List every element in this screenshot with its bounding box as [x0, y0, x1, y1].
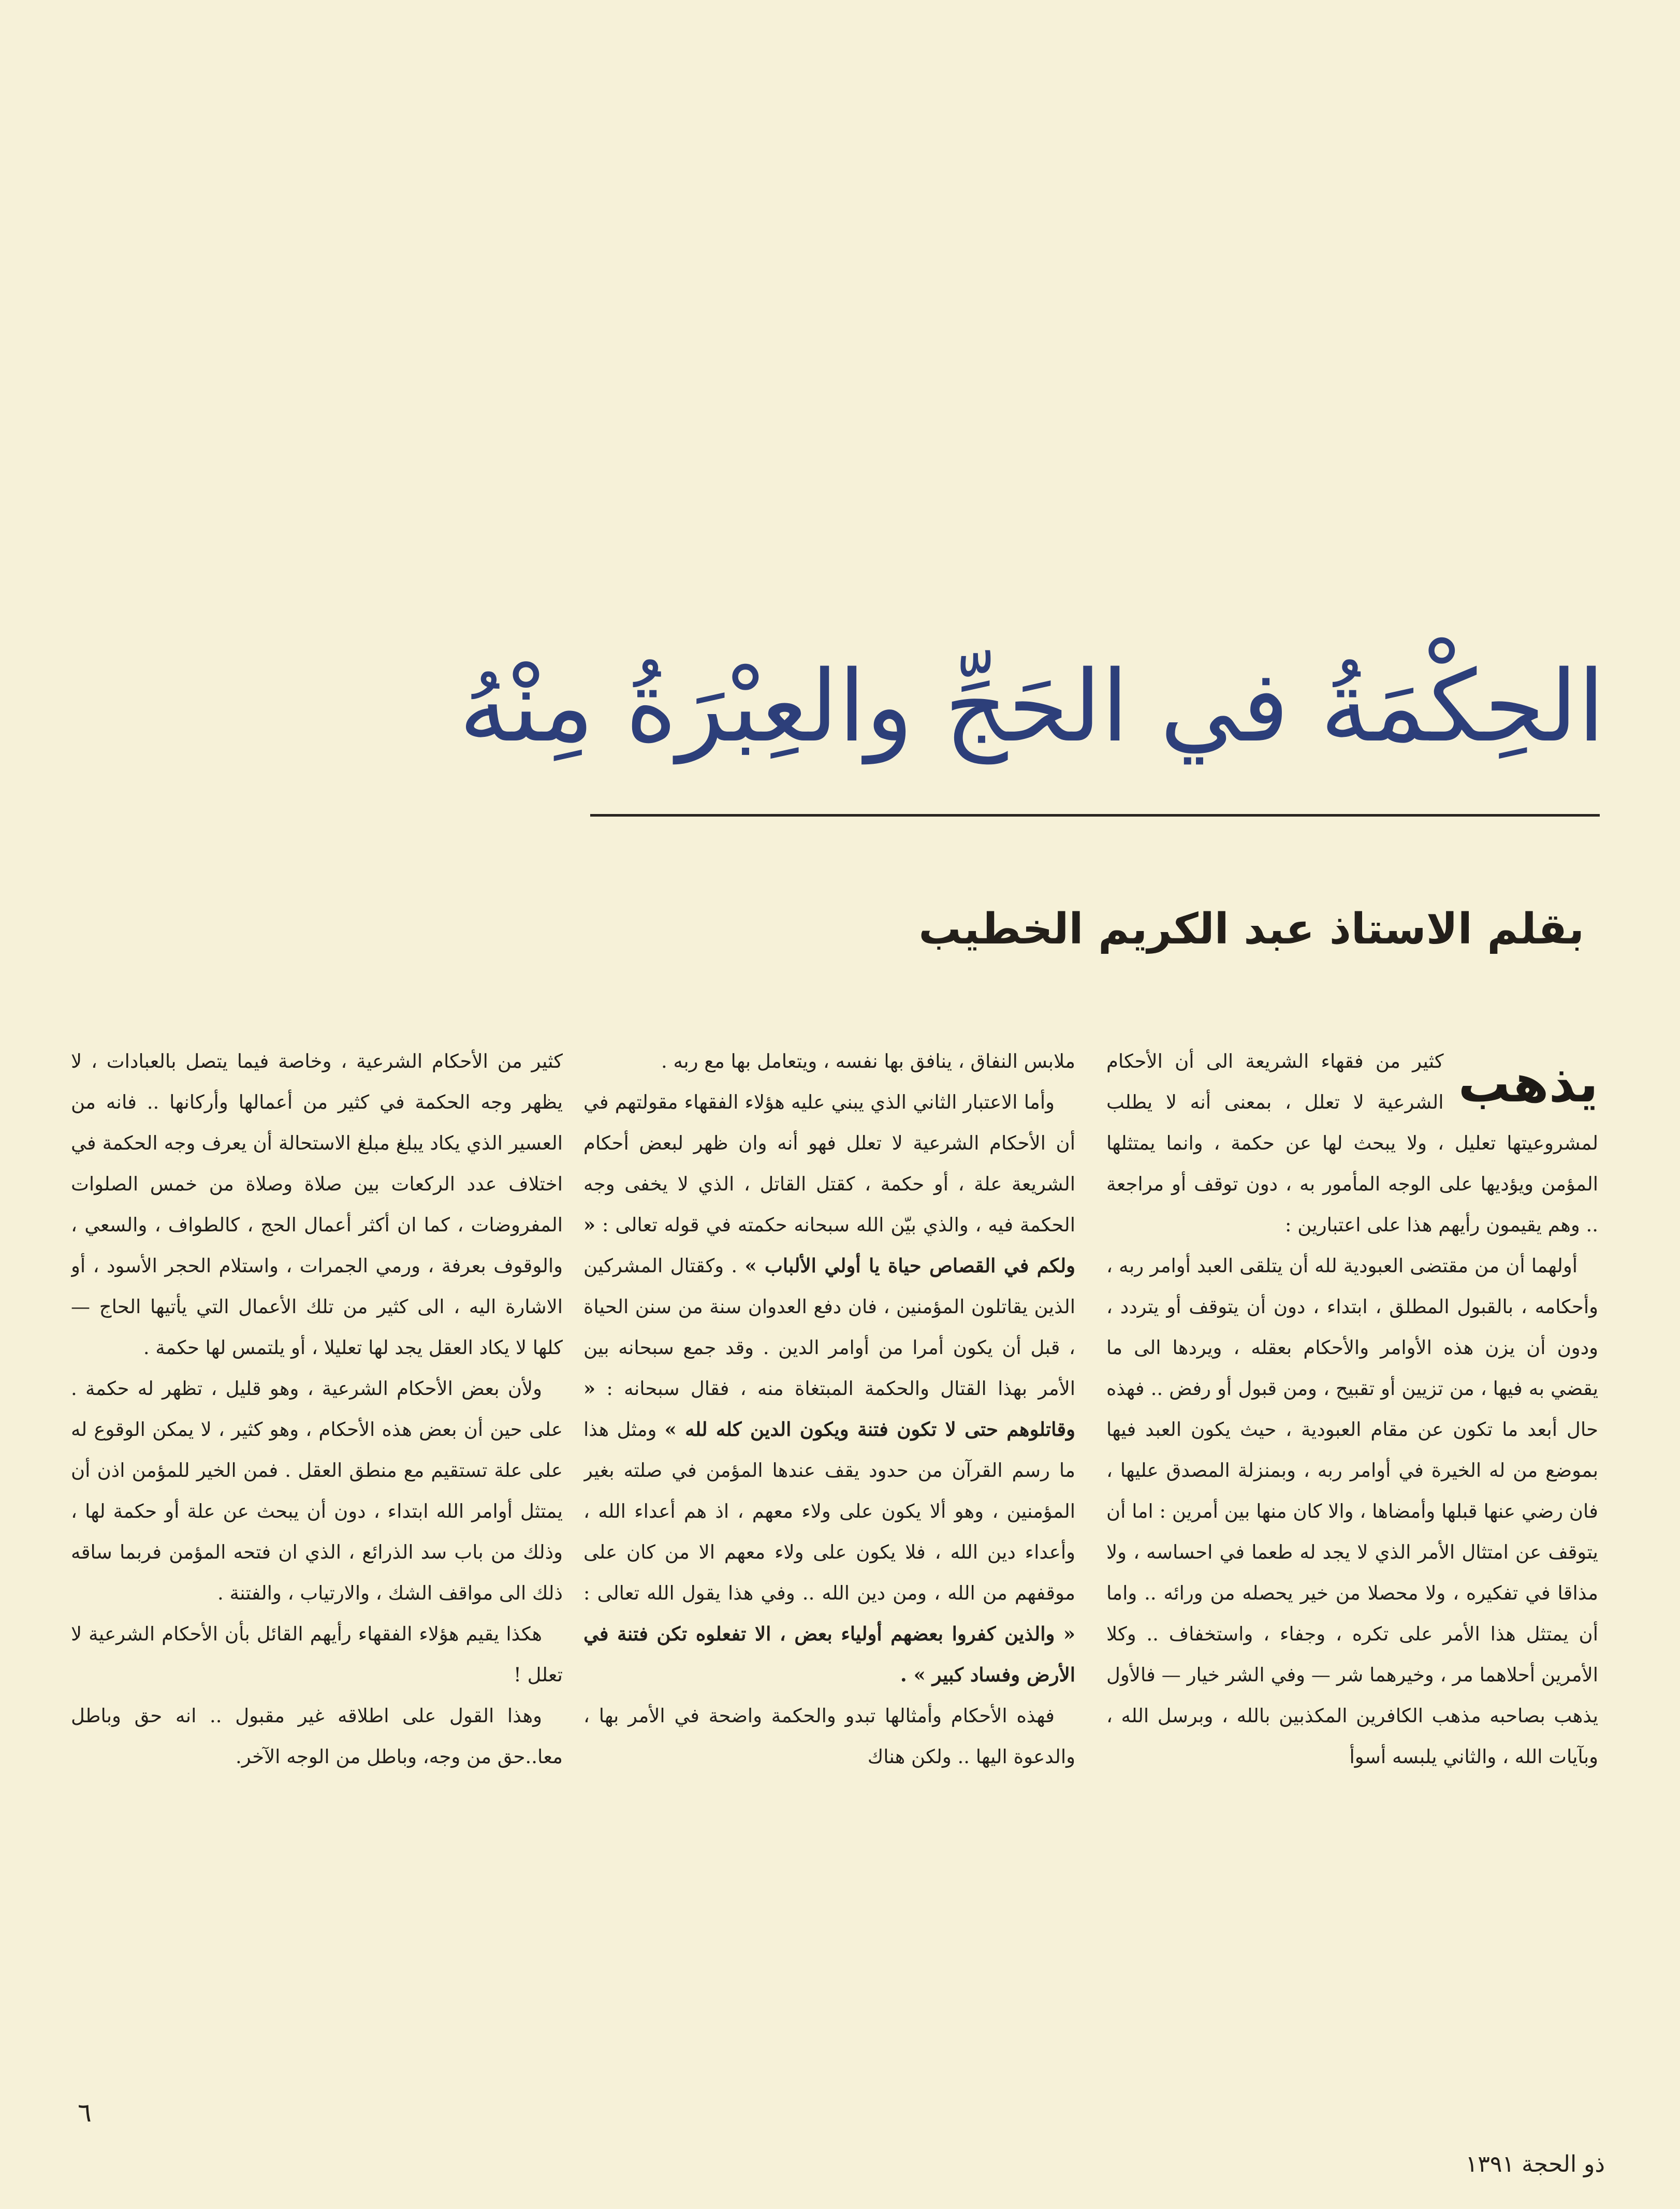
paragraph: كثير من الأحكام الشرعية ، وخاصة فيما يتصل بالعبادات ، لا يظهر وجه الحكمة في كثير من أعمالها وأركانها .. فانه من العسير الذي يكاد يبلغ مبلغ الاستحالة أن يعرف وجه الحكمة في اختلاف عدد الركعات بين صلاة وصلاة من خمس الصلوات المفروضات ، كما ان أكثر أعمال الحج ، كالطواف ، والسعي ، والوقوف بعرفة ، ورمي الجمرات ، واستلام الحجر الأسود ، أو الاشارة اليه ، الى كثير من تلك الأعمال التي يأتيها الحاج — كلها لا يكاد العقل يجد لها تعليلا ، أو يلتمس لها حكمة .	[71, 1050, 563, 1359]
opening-paragraph-text: كثير من فقهاء الشريعة الى أن الأحكام الشرعية لا تعلل ، بمعنى أنه لا يطلب لمشروعيتها تعليل ، ولا يبحث لها عن حكمة ، وانما يمتثلها المؤمن ويؤديها على الوجه المأمور به ، دون توقف أو مراجعة .. وهم يقيمون رأيهم هذا على اعتبارين :	[1106, 1050, 1598, 1236]
paragraph: وهذا القول على اطلاقه غير مقبول .. انه حق وباطل معا..حق من وجه، وباطل من الوجه الآخر.	[71, 1705, 563, 1768]
paragraph: فهذه الأحكام وأمثالها تبدو والحكمة واضحة في الأمر بها ، والدعوة اليها .. ولكن هناك	[583, 1705, 1075, 1768]
paragraph: هكذا يقيم هؤلاء الفقهاء رأيهم القائل بأن الأحكام الشرعية لا تعلل !	[71, 1623, 563, 1686]
paragraph-text: . وكقتال المشركين الذين يقاتلون المؤمنين ، فان دفع العدوان سنة من سنن الحياة ، قبل أن يكون أمرا من أوامر الدين . وقد جمع سبحانه بين الأمر بهذا القتال والحكمة المبتغاة منه ، فقال سبحانه :	[583, 1255, 1075, 1400]
paragraph: ولأن بعض الأحكام الشرعية ، وهو قليل ، تظهر له حكمة . على حين أن بعض هذه الأحكام ، وهو كثير ، لا يمكن الوقوع له على علة تستقيم مع منطق العقل . فمن الخير للمؤمن اذن أن يمتثل أوامر الله ابتداء ، دون أن يبحث عن علة أو حكمة لها ، وذلك من باب سد الذرائع ، الذي ان فتحه المؤمن فربما ساقه ذلك الى مواقف الشك ، والارتياب ، والفتنة .	[71, 1377, 563, 1604]
author-byline: بقلم الاستاذ عبد الكريم الخطيب	[918, 905, 1584, 954]
article-column-right	[1106, 1041, 1598, 2035]
paragraph	[583, 1082, 1075, 1695]
title-divider	[590, 814, 1600, 817]
paragraph-text: وأما الاعتبار الثاني الذي يبني عليه هؤلاء الفقهاء مقولتهم في أن الأحكام الشرعية لا تعلل فهو أنه وان ظهر لبعض أحكام الشريعة علة ، أو حكمة ، كقتل القاتل ، الذي لا يخفى وجه الحكمة فيه ، والذي بيّن الله سبحانه حكمته في قوله تعالى :	[583, 1091, 1075, 1236]
issue-date: ذو الحجة ١٣٩١	[1465, 2151, 1605, 2177]
paragraph: ملابس النفاق ، ينافق بها نفسه ، ويتعامل بها مع ربه .	[661, 1050, 1075, 1072]
paragraph-text: ومثل هذا ما رسم القرآن من حدود يقف عندها المؤمن في صلته بغير المؤمنين ، وهو ألا يكون على ولاء معهم ، اذ هم أعداء الله ، وأعداء دين الله ، فلا يكون على ولاء معهم الا من كان على موقفهم من الله ، ومن دين الله .. وفي هذا يقول الله تعالى :	[583, 1418, 1075, 1604]
article-column-middle	[583, 1041, 1075, 2035]
paragraph: أولهما أن من مقتضى العبودية لله أن يتلقى العبد أوامر ربه ، وأحكامه ، بالقبول المطلق ، ابتداء ، دون أن يتوقف أو يتردد ، ودون أن يزن هذه الأوامر والأحكام بعقله ، ويردها الى ما يقضي به فيها ، من تزيين أو تقبيح ، ومن قبول أو رفض .. فهذه حال أبعد ما تكون عن مقام العبودية ، حيث يكون العبد فيها بموضع من له الخيرة في أوامر ربه ، وبمنزلة المصدق عليها ، فان رضي عنها قبلها وأمضاها ، والا كان منها بين أمرين : اما أن يتوقف عن امتثال الأمر الذي لا يجد له طعما في احساسه ، ولا مذاقا في تفكيره ، ولا محصلا من خير يحصله من ورائه .. واما أن يمتثل هذا الأمر على تكره ، وجفاء ، واستخفاف .. وكلا الأمرين أحلاهما مر ، وخيرهما شر — وفي الشر خيار — فالأول يذهب بصاحبه مذهب الكافرين المكذبين بالله ، وبرسل الله ، وبآيات الله ، والثاني يلبسه أسوأ	[1106, 1255, 1598, 1768]
quran-verse: « وقاتلوهم حتى لا تكون فتنة ويكون الدين كله لله »	[583, 1377, 1075, 1441]
drop-word: يذهب	[1458, 1053, 1598, 1114]
page-number: ٦	[78, 2098, 92, 2128]
quran-verse: « ولكم في القصاص حياة يا أولي الألباب »	[583, 1213, 1075, 1277]
article-column-left	[71, 1041, 563, 2035]
quran-verse: « والذين كفروا بعضهم أولياء بعض ، الا تفعلوه تكن فتنة في الأرض وفساد كبير » .	[583, 1622, 1075, 1686]
article-title: الحِكْمَةُ في الحَجِّ والعِبْرَةُ مِنْهُ	[459, 649, 1605, 764]
opening-paragraph	[1106, 1041, 1598, 1245]
